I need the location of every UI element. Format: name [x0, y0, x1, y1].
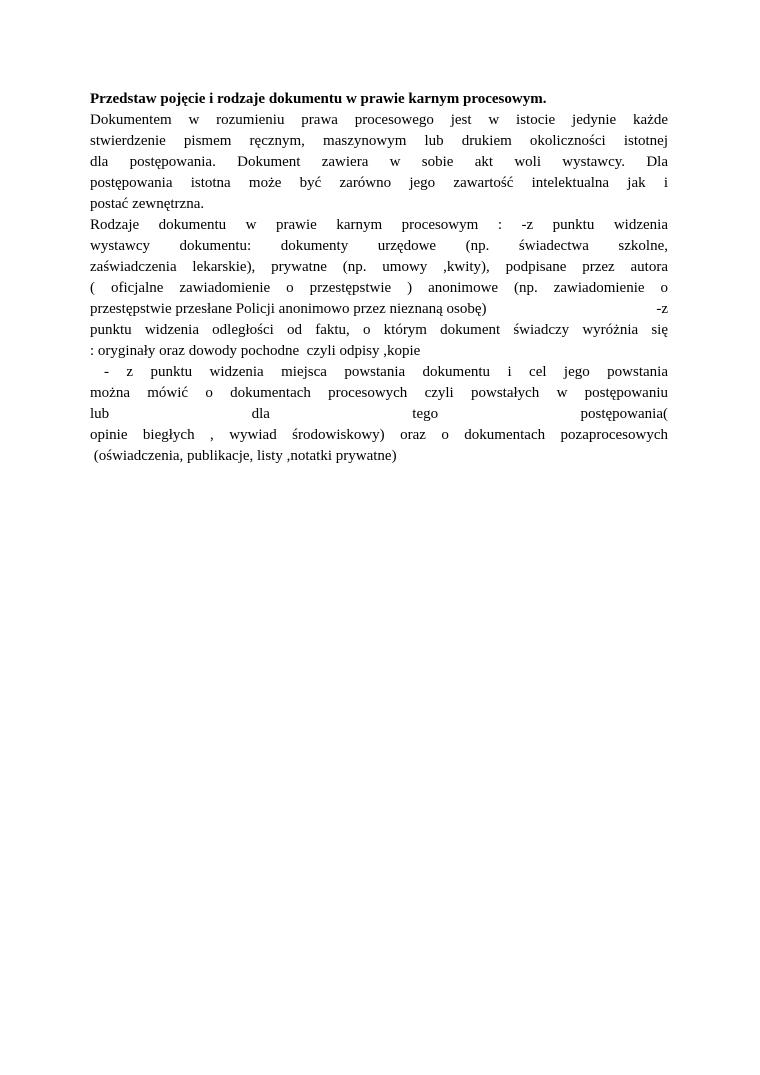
text-line: opinie biegłych , wywiad środowiskowy) oraz o dokumentach pozaprocesowych — [90, 427, 668, 443]
text-line: Dokumentem w rozumieniu prawa procesowego jest w istocie jedynie każde — [90, 112, 668, 128]
text-line: stwierdzenie pismem ręcznym, maszynowym lub drukiem okoliczności istotnej — [90, 133, 668, 149]
text-line: lub dla tego postępowania( — [90, 406, 668, 422]
text-line: można mówić o dokumentach procesowych czyli powstałych w postępowaniu — [90, 385, 668, 401]
paragraphs-container — [90, 110, 668, 467]
text-line: zaświadczenia lekarskie), prywatne (np. umowy ,kwity), podpisane przez autora — [90, 259, 668, 275]
text-line: postępowania istotna może być zarówno jego zawartość intelektualna jak i — [90, 175, 668, 191]
text-line: Rodzaje dokumentu w prawie karnym procesowym : -z punktu widzenia — [90, 217, 668, 233]
text-line: : oryginały oraz dowody pochodne czyli odpisy ,kopie — [90, 343, 421, 359]
text-line: (oświadczenia, publikacje, listy ,notatki prywatne) — [90, 448, 397, 464]
text-line: punktu widzenia odległości od faktu, o którym dokument świadczy wyróżnia się — [90, 322, 668, 338]
text-line: wystawcy dokumentu: dokumenty urzędowe (np. świadectwa szkolne, — [90, 238, 668, 254]
text-segment: przestępstwie przesłane Policji anonimowo przez nieznaną osobę) — [90, 301, 487, 317]
text-segment: -z — [656, 301, 668, 317]
paragraph-place-of-origin — [90, 362, 668, 467]
text-line — [90, 299, 668, 320]
paragraph-definition — [90, 110, 668, 215]
text-line: dla postępowania. Dokument zawiera w sobie akt woli wystawcy. Dla — [90, 154, 668, 170]
text-line: - z punktu widzenia miejsca powstania dokumentu i cel jego powstania — [104, 364, 668, 380]
document-body — [90, 89, 668, 467]
document-title: Przedstaw pojęcie i rodzaje dokumentu w prawie karnym procesowym. — [90, 91, 547, 107]
text-line: ( oficjalne zawiadomienie o przestępstwie ) anonimowe (np. zawiadomienie o — [90, 280, 668, 296]
paragraph-types-of-document — [90, 215, 668, 362]
text-line: postać zewnętrzna. — [90, 196, 205, 212]
